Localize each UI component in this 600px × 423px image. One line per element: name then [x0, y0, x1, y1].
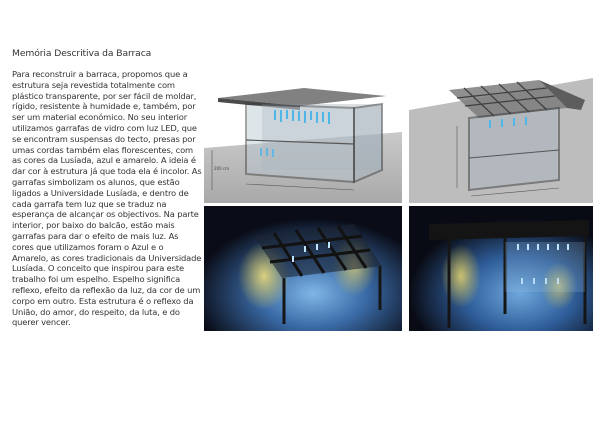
render-night-front — [409, 206, 593, 331]
render-perspective-side — [409, 70, 593, 203]
dimension-label: 200 cm — [214, 166, 230, 171]
description-text — [12, 69, 202, 328]
render-night-top — [204, 206, 402, 331]
render-perspective-front — [204, 70, 402, 203]
glass-side — [354, 104, 382, 182]
description-paragraph: Para reconstruir a barraca, propomos que a estrutura seja revestida totalmente com plástico transparente, por ser fácil de moldar, rígido, resistente à humidade e, também, por ser um material económico. No seu interior utilizamos garrafas de vidro com luz LED, que se encontram suspensas do tecto, presas por umas cordas também elas florescentes, com as cores da Lusíada, azul e amarelo. A ideia é dar cor à estrutura já que toda ela é incolor. As garrafas simbolizam os alunos, que estão ligados a Universidade Lusíada, e dentro de cada garrafa tem luz que se traduz na esperança de alcançar os objectivos. Na parte interior, por baixo do balcão, estão mais garrafas para dar o efeito de mais luz. As cores que utilizamos foram o Azul e o Amarelo, as cores tradicionais da Universidade Lusíada. O conceito que inspirou para este trabalho foi um espelho. Espelho significa reflexo, efeito da reflexão da luz, da cor de um corpo em outro. Esta estrutura é o reflexo da União, do amor, do respeito, da luta, e do querer vencer. — [12, 69, 202, 328]
page-title: Memória Descritiva da Barraca — [12, 48, 152, 59]
